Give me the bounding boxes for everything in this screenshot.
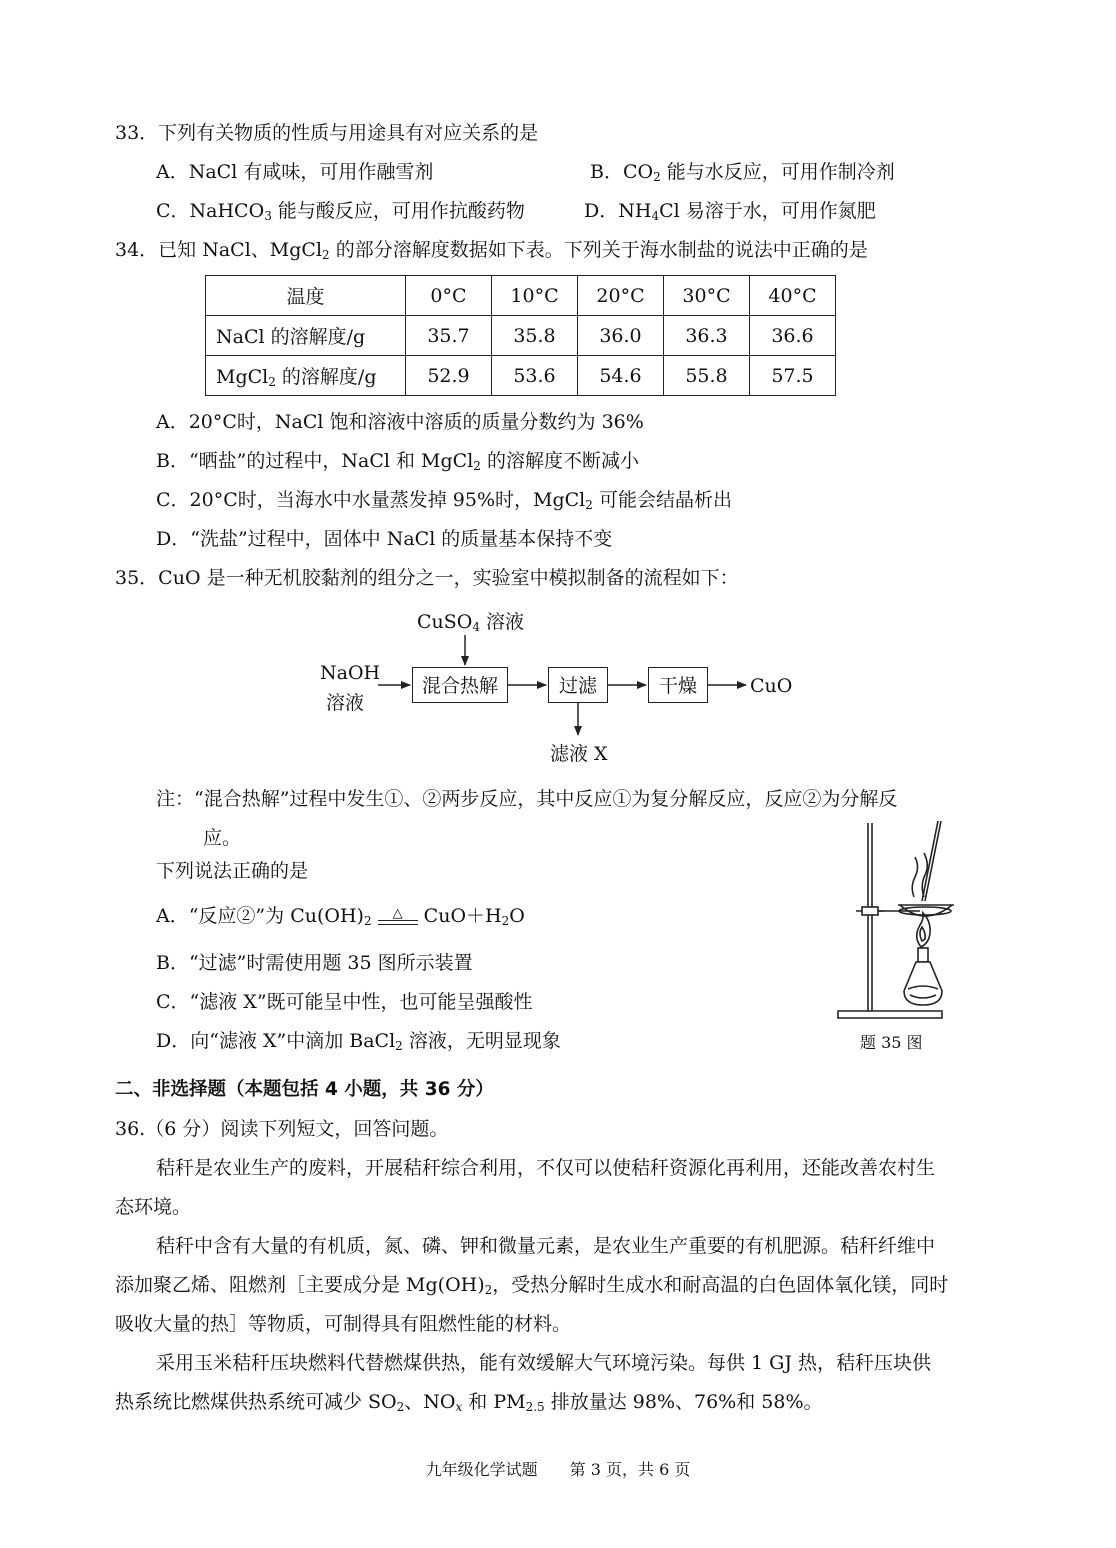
q35-stem: 35．CuO 是一种无机胶黏剂的组分之一，实验室中模拟制备的流程如下： [115,567,739,589]
table-cell: 36.6 [750,316,836,356]
table-cell: 30°C [664,276,750,316]
q35-option-c: C．“滤液 X”既可能呈中性，也可能呈强酸性 [156,991,533,1013]
q36-paragraph-2c: 吸收大量的热］等物质，可制得具有阻燃性能的材料。 [115,1313,572,1335]
q33-option-b: B．$CO_2$ 能与水反应，可用作制冷剂 [590,161,895,184]
q35-note-line2: 应。 [203,827,242,849]
table-cell: 52.9 [406,356,492,396]
table-cell: 36.3 [664,316,750,356]
figure-caption: 题 35 图 [860,1033,923,1052]
table-cell: NaCl 的溶解度/g [206,316,406,356]
q34-option-c: C．20°C时，当海水中水量蒸发掉 95%时，MgCl$_2$ 可能会结晶析出 [156,489,732,512]
flow-box-filter: 过滤 [548,667,608,703]
heat-condition-sign: △ [378,907,418,927]
table-cell: 10°C [492,276,578,316]
q36-paragraph-2b: 添加聚乙烯、阻燃剂［主要成分是 $Mg(OH)_2$，受热分解时生成水和耐高温的白色固体氧化镁，同时 [115,1274,949,1297]
table-cell: 54.6 [578,356,664,396]
table-cell: 35.7 [406,316,492,356]
flow-box-mix-pyrolysis: 混合热解 [412,667,508,703]
table-cell: 温度 [206,276,406,316]
q33-option-a: A．NaCl 有咸味，可用作融雪剂 [156,161,434,183]
flow-input-naoh-solution: 溶液 [326,692,365,714]
q34-option-a: A．20°C时，NaCl 饱和溶液中溶质的质量分数约为 36% [156,411,644,433]
q34-option-d: D．“洗盐”过程中，固体中 NaCl 的质量基本保持不变 [156,528,613,550]
flow-output-cuo: CuO [750,675,793,697]
table-cell: 20°C [578,276,664,316]
q36-paragraph-3a: 采用玉米秸秆压块燃料代替燃煤供热，能有效缓解大气环境污染。每供 1 GJ 热，秸秆压块供 [156,1352,932,1374]
q36-paragraph-1b: 态环境。 [115,1196,192,1218]
section-2-title: 二、非选择题（本题包括 4 小题，共 36 分） [115,1079,494,1100]
q33-stem: 33．下列有关物质的性质与用途具有对应关系的是 [115,122,539,144]
q35-note-line1: 注：“混合热解”过程中发生①、②两步反应，其中反应①为复分解反应，反应②为分解反 [156,788,898,810]
q36-paragraph-1a: 秸秆是农业生产的废料，开展秸秆综合利用，不仅可以使秸秆资源化再利用，还能改善农村生 [156,1157,936,1179]
q35-lead: 下列说法正确的是 [156,860,309,882]
page-footer: 九年级化学试题 第 3 页，共 6 页 [425,1460,691,1479]
table-cell: 55.8 [664,356,750,396]
table-cell: 57.5 [750,356,836,396]
table-cell: 53.6 [492,356,578,396]
table-cell: 0°C [406,276,492,316]
q34-stem: 34．已知 NaCl、MgCl$_2$ 的部分溶解度数据如下表。下列关于海水制盐的说法中正确的是 [115,239,868,262]
flow-input-cuso4: CuSO$_4$ 溶液 [417,611,525,634]
q36-paragraph-2a: 秸秆中含有大量的有机质，氮、磷、钾和微量元素，是农业生产重要的有机肥源。秸秆纤维中 [156,1235,936,1257]
flow-input-naoh: NaOH [320,662,381,684]
table-cell: 36.0 [578,316,664,356]
q35-option-d: D．向“滤液 X”中滴加 BaCl$_2$ 溶液，无明显现象 [156,1030,561,1053]
q36-stem: 36.（6 分）阅读下列短文，回答问题。 [115,1118,449,1140]
q34-option-b: B．“晒盐”的过程中，NaCl 和 MgCl$_2$ 的溶解度不断减小 [156,450,639,473]
table-cell: 35.8 [492,316,578,356]
q35-option-b: B．“过滤”时需使用题 35 图所示装置 [156,952,473,974]
q35-option-a: A．“反应②”为 $Cu(OH)_2$ △ $CuO+H_2O$ [156,905,525,928]
flow-box-dry: 干燥 [648,667,708,703]
q36-paragraph-3b: 热系统比燃煤供热系统可减少 $SO_2$、$NO_x$ 和 $PM_{2.5}$ 排放量达 98%、76%和 58%。 [115,1391,823,1414]
table-cell: MgCl$_2$ 的溶解度/g [206,356,406,396]
evaporation-apparatus-figure [830,815,960,1025]
q33-option-d: D．$NH_4Cl$ 易溶于水，可用作氮肥 [584,200,876,223]
table-cell: 40°C [750,276,836,316]
flow-filtrate-x: 滤液 X [550,743,608,765]
q33-option-c: C．NaHCO$_3$ 能与酸反应，可用作抗酸药物 [156,200,525,223]
